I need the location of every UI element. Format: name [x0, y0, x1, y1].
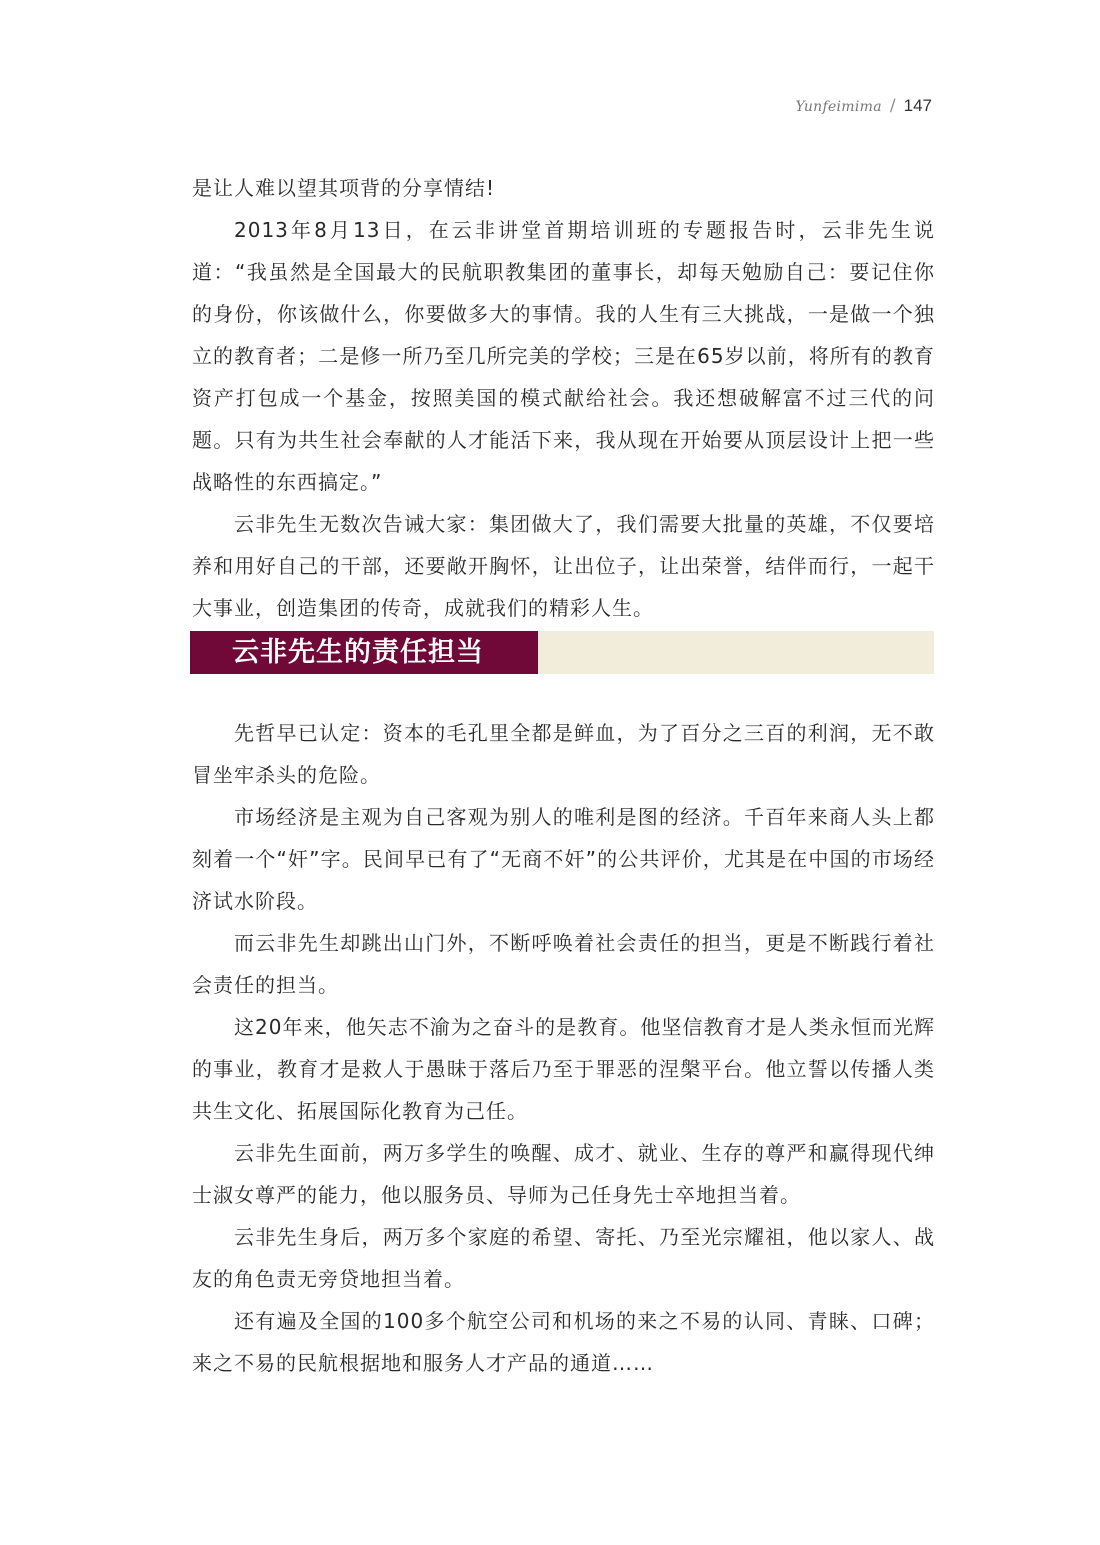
- page-number: 147: [903, 96, 932, 115]
- running-header: [796, 96, 933, 116]
- paragraph: 云非先生身后，两万多个家庭的希望、寄托、乃至光宗耀祖，他以家人、战友的角色责无旁贷地担当着。: [192, 1225, 935, 1291]
- paragraph: 云非先生面前，两万多学生的唤醒、成才、就业、生存的尊严和赢得现代绅士淑女尊严的能力，他以服务员、导师为己任身先士卒地担当着。: [192, 1141, 935, 1207]
- top-text-block: [192, 167, 935, 629]
- section-banner-dark-block: [190, 631, 538, 674]
- running-title: Yunfeimima: [795, 99, 882, 115]
- header-separator: /: [889, 96, 896, 116]
- paragraph: 这20年来，他矢志不渝为之奋斗的是教育。他坚信教育才是人类永恒而光辉的事业，教育才是救人于愚昧于落后乃至于罪恶的涅槃平台。他立誓以传播人类共生文化、拓展国际化教育为己任。: [192, 1015, 935, 1123]
- section-banner: [190, 631, 934, 674]
- paragraph: 云非先生无数次告诫大家：集团做大了，我们需要大批量的英雄，不仅要培养和用好自己的干部，还要敞开胸怀，让出位子，让出荣誉，结伴而行，一起干大事业，创造集团的传奇，成就我们的精彩人生。: [192, 512, 935, 620]
- bottom-text-block: [192, 712, 935, 1384]
- paragraph: 还有遍及全国的100多个航空公司和机场的来之不易的认同、青睐、口碑；来之不易的民航根据地和服务人才产品的通道……: [192, 1309, 935, 1375]
- section-title: 云非先生的责任担当: [232, 637, 484, 668]
- paragraph: 2013年8月13日，在云非讲堂首期培训班的专题报告时，云非先生说道：“我虽然是全国最大的民航职教集团的董事长，却每天勉励自己：要记住你的身份，你该做什么，你要做多大的事情。我的人生有三大挑战，一是做一个独立的教育者；二是修一所乃至几所完美的学校；三是在65岁以前，将所有的教育资产打包成一个基金，按照美国的模式献给社会。我还想破解富不过三代的问题。只有为共生社会奉献的人才能活下来，我从现在开始要从顶层设计上把一些战略性的东西搞定。”: [192, 218, 935, 494]
- paragraph: 先哲早已认定：资本的毛孔里全都是鲜血，为了百分之三百的利润，无不敢冒坐牢杀头的危险。: [192, 721, 935, 787]
- paragraph: 市场经济是主观为自己客观为别人的唯利是图的经济。千百年来商人头上都刻着一个“奸”字。民间早已有了“无商不奸”的公共评价，尤其是在中国的市场经济试水阶段。: [192, 805, 935, 913]
- paragraph: 而云非先生却跳出山门外，不断呼唤着社会责任的担当，更是不断践行着社会责任的担当。: [192, 931, 935, 997]
- paragraph: 是让人难以望其项背的分享情结!: [192, 176, 496, 200]
